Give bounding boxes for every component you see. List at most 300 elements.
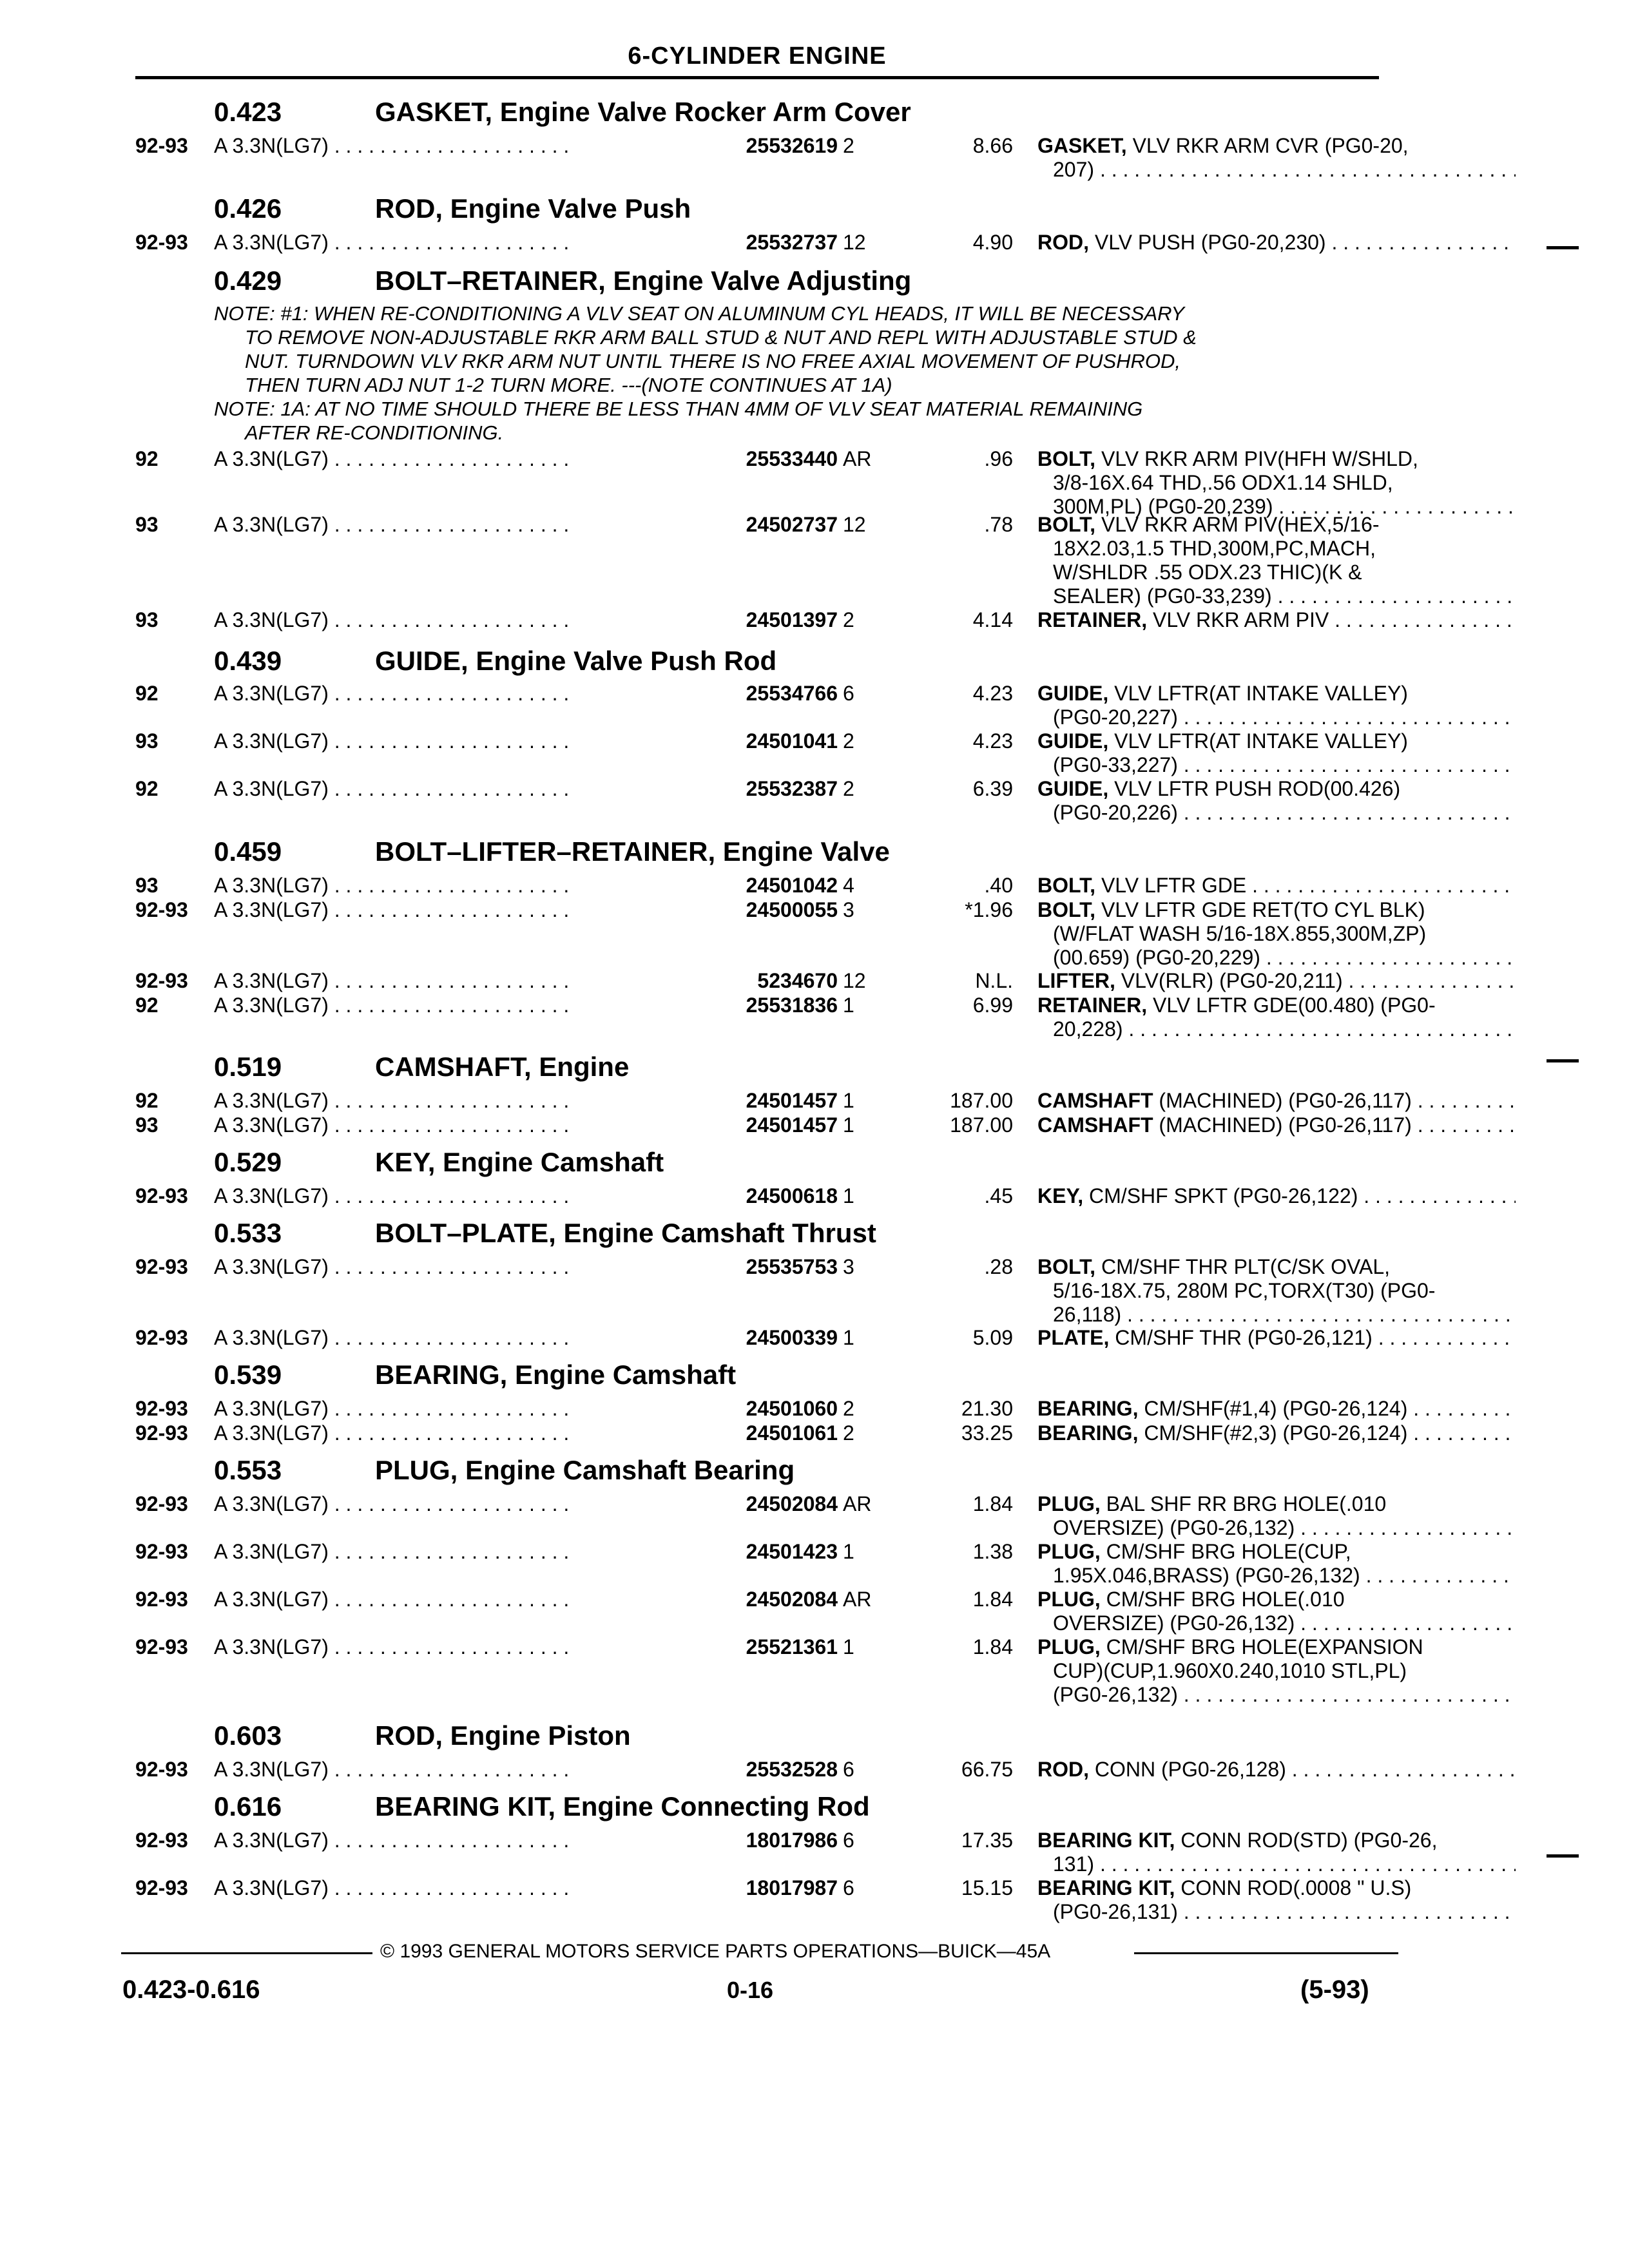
description-line <box>1037 1421 1516 1445</box>
description-text: (PG0-26,131) <box>1053 1900 1178 1923</box>
row-description <box>1037 777 1516 825</box>
row-quantity: 1 <box>843 1326 854 1349</box>
group-heading <box>214 1052 629 1082</box>
row-model: A 3.3N(LG7) . . . <box>214 1492 704 1516</box>
row-model: A 3.3N(LG7) . . . <box>214 1326 704 1350</box>
row-part-number: 25533440 <box>574 447 838 471</box>
description-text: (PG0-33,227) <box>1053 753 1178 776</box>
description-noun: BEARING, <box>1037 1421 1139 1445</box>
description-text: BAL SHF RR BRG HOLE(.010 <box>1100 1492 1387 1515</box>
row-price: 187.00 <box>950 1089 1013 1112</box>
row-year: 92-93 <box>135 1588 188 1611</box>
row-part-number: 24500618 <box>574 1184 838 1208</box>
description-text: CM/SHF BRG HOLE(.010 <box>1100 1588 1345 1611</box>
row-model: A 3.3N(LG7) . . . <box>214 1184 704 1208</box>
note-line: NUT. TURNDOWN VLV RKR ARM NUT UNTIL THERE IS NO FREE AXIAL MOVEMENT OF PUSHROD, <box>245 350 1181 372</box>
row-model: A 3.3N(LG7) . . . <box>214 134 704 158</box>
row-model: A 3.3N(LG7) . . . <box>214 874 704 898</box>
description-line <box>1037 513 1516 537</box>
group-code: 0.519 <box>214 1052 282 1082</box>
description-text: (PG0-26,132) <box>1053 1683 1178 1706</box>
row-part-number: 25532528 <box>574 1758 838 1782</box>
row-year: 92-93 <box>135 1540 188 1563</box>
group-code: 0.603 <box>214 1720 282 1751</box>
row-part-number: 25535753 <box>574 1255 838 1279</box>
footer-range: 0.423-0.616 <box>122 1975 260 2004</box>
row-quantity: 6 <box>843 1758 854 1781</box>
description-noun: GUIDE, <box>1037 729 1109 753</box>
group-name: BEARING, Engine Camshaft <box>375 1360 737 1390</box>
row-quantity: 1 <box>843 1184 854 1207</box>
row-price: .96 <box>984 447 1013 470</box>
description-line <box>1037 537 1516 561</box>
row-description <box>1037 729 1516 777</box>
description-text: 207) <box>1053 158 1095 181</box>
footer-rule-left <box>121 1952 372 1954</box>
description-line <box>1037 922 1516 946</box>
description-noun: BEARING, <box>1037 1397 1139 1420</box>
row-model: A 3.3N(LG7) . . . <box>214 682 704 706</box>
description-text: CM/SHF(#1,4) (PG0-26,124) <box>1138 1397 1408 1420</box>
row-year: 92-93 <box>135 969 188 992</box>
description-text: CONN ROD(STD) (PG0-26, <box>1175 1829 1438 1852</box>
row-year: 92 <box>135 777 159 800</box>
row-year: 93 <box>135 874 159 897</box>
row-model: A 3.3N(LG7) . . . <box>214 1876 704 1900</box>
row-price: 1.38 <box>972 1540 1013 1563</box>
description-noun: PLUG, <box>1037 1540 1101 1563</box>
group-name: BOLT–PLATE, Engine Camshaft Thrust <box>375 1218 876 1248</box>
row-description <box>1037 969 1516 993</box>
row-quantity: 1 <box>843 1089 854 1112</box>
group-heading <box>214 836 890 867</box>
description-line <box>1037 1255 1516 1279</box>
row-quantity: 3 <box>843 1255 854 1278</box>
group-code: 0.529 <box>214 1147 282 1177</box>
description-line <box>1037 969 1516 993</box>
row-quantity: 2 <box>843 1397 854 1420</box>
row-description <box>1037 1635 1516 1707</box>
description-line <box>1037 946 1516 970</box>
row-model: A 3.3N(LG7) . . . <box>214 1113 704 1137</box>
group-heading <box>214 646 776 677</box>
row-description <box>1037 1255 1516 1327</box>
row-price: 4.14 <box>972 608 1013 631</box>
row-year: 92 <box>135 682 159 705</box>
description-text: (PG0-20,226) <box>1053 801 1178 824</box>
row-year: 92-93 <box>135 1255 188 1278</box>
margin-mark <box>1547 246 1579 249</box>
row-model: A 3.3N(LG7) . . . <box>214 729 704 753</box>
margin-mark <box>1547 1854 1579 1858</box>
group-heading <box>214 1147 664 1178</box>
row-year: 92-93 <box>135 1635 188 1658</box>
footer-rule-right <box>1134 1952 1398 1954</box>
description-line <box>1037 1758 1516 1782</box>
row-price: .78 <box>984 513 1013 536</box>
row-model: A 3.3N(LG7) . . . <box>214 1635 704 1659</box>
description-line <box>1037 1303 1516 1327</box>
group-heading <box>214 1218 876 1249</box>
description-line <box>1037 1635 1516 1659</box>
description-noun: RETAINER, <box>1037 608 1148 631</box>
description-noun: BOLT, <box>1037 513 1096 536</box>
row-quantity: 12 <box>843 513 866 536</box>
row-quantity: 6 <box>843 1876 854 1899</box>
description-text: W/SHLDR .55 ODX.23 THIC)(K & <box>1053 561 1362 584</box>
description-line <box>1037 1900 1516 1924</box>
row-part-number: 24501041 <box>574 729 838 753</box>
group-code: 0.539 <box>214 1360 282 1390</box>
description-text: CM/SHF(#2,3) (PG0-26,124) <box>1138 1421 1408 1445</box>
description-line <box>1037 729 1516 753</box>
description-noun: GUIDE, <box>1037 777 1109 800</box>
row-price: .45 <box>984 1184 1013 1207</box>
description-text: VLV PUSH (PG0-20,230) <box>1089 231 1326 254</box>
description-noun: BEARING KIT, <box>1037 1876 1175 1899</box>
row-description <box>1037 134 1516 182</box>
description-noun: PLUG, <box>1037 1492 1101 1515</box>
row-quantity: 2 <box>843 608 854 631</box>
row-description <box>1037 898 1516 970</box>
description-line <box>1037 1876 1516 1900</box>
description-line <box>1037 1516 1516 1540</box>
row-model: A 3.3N(LG7) . . . <box>214 608 704 632</box>
description-text: (MACHINED) (PG0-26,117) <box>1153 1113 1412 1137</box>
group-heading <box>214 265 911 296</box>
description-line <box>1037 1829 1516 1852</box>
row-price: 21.30 <box>961 1397 1013 1420</box>
group-code: 0.439 <box>214 646 282 676</box>
row-quantity: 2 <box>843 777 854 800</box>
row-model: A 3.3N(LG7) . . . <box>214 1540 704 1564</box>
row-description <box>1037 1540 1516 1588</box>
row-model: A 3.3N(LG7) . . . <box>214 777 704 801</box>
row-year: 92 <box>135 447 159 470</box>
description-text: VLV RKR ARM PIV <box>1147 608 1329 631</box>
row-price: 1.84 <box>972 1492 1013 1515</box>
description-text: VLV LFTR GDE(00.480) (PG0- <box>1147 994 1436 1017</box>
description-text: 131) <box>1053 1852 1095 1876</box>
description-text: OVERSIZE) (PG0-26,132) <box>1053 1516 1295 1539</box>
description-text: CM/SHF BRG HOLE(CUP, <box>1100 1540 1351 1563</box>
row-price: *1.96 <box>965 898 1013 921</box>
description-line <box>1037 158 1516 182</box>
group-name: GASKET, Engine Valve Rocker Arm Cover <box>375 97 911 127</box>
description-line <box>1037 1683 1516 1707</box>
note-line: NOTE: 1A: AT NO TIME SHOULD THERE BE LESS THAN 4MM OF VLV SEAT MATERIAL REMAINING <box>214 398 1143 420</box>
description-line <box>1037 706 1516 729</box>
row-quantity: 3 <box>843 898 854 921</box>
row-part-number: 24502084 <box>574 1492 838 1516</box>
description-line <box>1037 1659 1516 1683</box>
description-noun: ROD, <box>1037 1758 1089 1781</box>
row-year: 92 <box>135 994 159 1017</box>
row-year: 92-93 <box>135 898 188 921</box>
row-model: A 3.3N(LG7) . . . <box>214 1255 704 1279</box>
row-quantity: 12 <box>843 969 866 992</box>
group-code: 0.423 <box>214 97 282 127</box>
group-name: ROD, Engine Valve Push <box>375 193 691 224</box>
note-line: NOTE: #1: WHEN RE-CONDITIONING A VLV SEAT ON ALUMINUM CYL HEADS, IT WILL BE NECESSARY <box>214 302 1185 325</box>
description-text: 18X2.03,1.5 THD,300M,PC,MACH, <box>1053 537 1376 560</box>
row-part-number: 25532737 <box>574 231 838 255</box>
row-year: 92-93 <box>135 1421 188 1445</box>
description-line <box>1037 1492 1516 1516</box>
description-text: 3/8-16X.64 THD,.56 ODX1.14 SHLD, <box>1053 471 1393 494</box>
description-line <box>1037 994 1516 1017</box>
description-line <box>1037 1852 1516 1876</box>
description-line <box>1037 1184 1516 1208</box>
note-line: AFTER RE-CONDITIONING. <box>245 421 504 444</box>
description-noun: ROD, <box>1037 231 1089 254</box>
description-text: CM/SHF THR (PG0-26,121) <box>1109 1326 1373 1349</box>
description-text: VLV LFTR GDE <box>1095 874 1247 897</box>
row-part-number: 18017986 <box>574 1829 838 1852</box>
row-model: A 3.3N(LG7) . . . <box>214 1089 704 1113</box>
row-description <box>1037 1588 1516 1635</box>
row-year: 92-93 <box>135 134 188 157</box>
row-description <box>1037 1397 1516 1421</box>
row-model: A 3.3N(LG7) . . . <box>214 898 704 922</box>
row-price: 33.25 <box>961 1421 1013 1445</box>
description-line <box>1037 898 1516 922</box>
row-year: 92-93 <box>135 1492 188 1515</box>
description-line <box>1037 682 1516 706</box>
row-part-number: 24502737 <box>574 513 838 537</box>
description-line <box>1037 1089 1516 1113</box>
row-price: 1.84 <box>972 1635 1013 1658</box>
description-noun: PLUG, <box>1037 1588 1101 1611</box>
row-year: 93 <box>135 729 159 753</box>
row-quantity: 1 <box>843 994 854 1017</box>
row-description <box>1037 1326 1516 1350</box>
description-line <box>1037 1397 1516 1421</box>
group-heading <box>214 1720 631 1751</box>
footer-date: (5-93) <box>1300 1975 1369 2004</box>
row-year: 92-93 <box>135 1876 188 1899</box>
description-line <box>1037 874 1516 898</box>
footer-copyright: © 1993 GENERAL MOTORS SERVICE PARTS OPERATIONS—BUICK—45A <box>380 1941 1051 1962</box>
row-part-number: 24501042 <box>574 874 838 898</box>
description-noun: CAMSHAFT <box>1037 1113 1153 1137</box>
note-block <box>214 302 1387 445</box>
row-part-number: 25531836 <box>574 994 838 1017</box>
group-name: KEY, Engine Camshaft <box>375 1147 664 1177</box>
row-quantity: 2 <box>843 134 854 157</box>
row-model: A 3.3N(LG7) . . . <box>214 1397 704 1421</box>
row-part-number: 24501457 <box>574 1113 838 1137</box>
description-noun: BEARING KIT, <box>1037 1829 1175 1852</box>
row-description <box>1037 994 1516 1041</box>
row-part-number: 24500339 <box>574 1326 838 1350</box>
group-name: BOLT–LIFTER–RETAINER, Engine Valve <box>375 836 890 867</box>
description-line <box>1037 801 1516 825</box>
description-line <box>1037 471 1516 495</box>
group-heading <box>214 97 911 128</box>
row-model: A 3.3N(LG7) . . . <box>214 447 704 471</box>
description-line <box>1037 231 1516 255</box>
row-price: 6.39 <box>972 777 1013 800</box>
group-name: GUIDE, Engine Valve Push Rod <box>375 646 777 676</box>
row-description <box>1037 1184 1516 1208</box>
row-year: 92-93 <box>135 1829 188 1852</box>
description-text: 26,118) <box>1053 1303 1122 1326</box>
description-text: (MACHINED) (PG0-26,117) <box>1153 1089 1412 1112</box>
description-noun: PLUG, <box>1037 1635 1101 1658</box>
description-noun: CAMSHAFT <box>1037 1089 1153 1112</box>
row-year: 93 <box>135 608 159 631</box>
row-model: A 3.3N(LG7) . . . <box>214 969 704 993</box>
group-code: 0.553 <box>214 1455 282 1485</box>
row-year: 92-93 <box>135 1397 188 1420</box>
description-text: VLV LFTR(AT INTAKE VALLEY) <box>1108 729 1408 753</box>
row-price: 4.90 <box>972 231 1013 254</box>
row-year: 92-93 <box>135 231 188 254</box>
description-text: VLV RKR ARM PIV(HEX,5/16- <box>1095 513 1380 536</box>
group-heading <box>214 1455 795 1486</box>
row-part-number: 25534766 <box>574 682 838 706</box>
description-text: VLV LFTR PUSH ROD(00.426) <box>1108 777 1401 800</box>
row-part-number: 5234670 <box>574 969 838 993</box>
row-quantity: 1 <box>843 1113 854 1137</box>
row-quantity: 12 <box>843 231 866 254</box>
description-line <box>1037 753 1516 777</box>
description-text: VLV RKR ARM PIV(HFH W/SHLD, <box>1095 447 1418 470</box>
row-year: 92-93 <box>135 1758 188 1781</box>
description-noun: GASKET, <box>1037 134 1127 157</box>
row-part-number: 25532619 <box>574 134 838 158</box>
row-price: 17.35 <box>961 1829 1013 1852</box>
row-description <box>1037 231 1516 255</box>
row-part-number: 18017987 <box>574 1876 838 1900</box>
row-quantity: 4 <box>843 874 854 897</box>
row-year: 92 <box>135 1089 159 1112</box>
row-quantity: 6 <box>843 1829 854 1852</box>
group-name: CAMSHAFT, Engine <box>375 1052 630 1082</box>
row-part-number: 24501457 <box>574 1089 838 1113</box>
row-model: A 3.3N(LG7) . . . <box>214 1829 704 1852</box>
row-price: 6.99 <box>972 994 1013 1017</box>
group-heading <box>214 193 691 224</box>
description-text: CM/SHF BRG HOLE(EXPANSION <box>1100 1635 1423 1658</box>
row-year: 92-93 <box>135 1184 188 1207</box>
row-price: 187.00 <box>950 1113 1013 1137</box>
description-line <box>1037 584 1516 608</box>
description-line <box>1037 134 1516 158</box>
description-text: (00.659) (PG0-20,229) <box>1053 946 1260 969</box>
description-text: CM/SHF THR PLT(C/SK OVAL, <box>1095 1255 1391 1278</box>
group-code: 0.426 <box>214 193 282 224</box>
row-year: 93 <box>135 513 159 536</box>
row-description <box>1037 1829 1516 1876</box>
group-code: 0.616 <box>214 1791 282 1821</box>
row-quantity: 1 <box>843 1635 854 1658</box>
description-noun: BOLT, <box>1037 1255 1096 1278</box>
group-code: 0.533 <box>214 1218 282 1248</box>
description-text: SEALER) (PG0-33,239) <box>1053 584 1272 608</box>
row-quantity: AR <box>843 1492 872 1515</box>
group-code: 0.429 <box>214 265 282 296</box>
group-name: BOLT–RETAINER, Engine Valve Adjusting <box>375 265 912 296</box>
description-text: VLV LFTR GDE RET(TO CYL BLK) <box>1095 898 1425 921</box>
row-price: 5.09 <box>972 1326 1013 1349</box>
description-text: VLV RKR ARM CVR (PG0-20, <box>1126 134 1409 157</box>
description-noun: BOLT, <box>1037 874 1096 897</box>
description-text: 300M,PL) (PG0-20,239) <box>1053 495 1273 518</box>
row-part-number: 24501397 <box>574 608 838 632</box>
row-price: .40 <box>984 874 1013 897</box>
description-line <box>1037 1017 1516 1041</box>
row-quantity: 2 <box>843 1421 854 1445</box>
description-text: CUP)(CUP,1.960X0.240,1010 STL,PL) <box>1053 1659 1407 1682</box>
description-noun: RETAINER, <box>1037 994 1148 1017</box>
description-text: CONN (PG0-26,128) <box>1089 1758 1286 1781</box>
description-line <box>1037 1540 1516 1564</box>
row-part-number: 25532387 <box>574 777 838 801</box>
row-part-number: 24501060 <box>574 1397 838 1421</box>
header-rule <box>135 76 1379 79</box>
description-line <box>1037 1611 1516 1635</box>
row-model: A 3.3N(LG7) . . . <box>214 994 704 1017</box>
margin-mark <box>1547 1059 1579 1062</box>
group-heading <box>214 1791 870 1822</box>
description-noun: BOLT, <box>1037 898 1096 921</box>
row-model: A 3.3N(LG7) . . . <box>214 1421 704 1445</box>
page-title: 6-CYLINDER ENGINE <box>628 43 887 70</box>
group-name: PLUG, Engine Camshaft Bearing <box>375 1455 795 1485</box>
row-quantity: AR <box>843 447 872 470</box>
row-price: 4.23 <box>972 682 1013 705</box>
row-year: 93 <box>135 1113 159 1137</box>
row-part-number: 24501423 <box>574 1540 838 1564</box>
description-text: CM/SHF SPKT (PG0-26,122) <box>1083 1184 1358 1207</box>
description-text: VLV(RLR) (PG0-20,211) <box>1115 969 1343 992</box>
description-noun: PLATE, <box>1037 1326 1110 1349</box>
description-line <box>1037 1326 1516 1350</box>
description-line <box>1037 1279 1516 1303</box>
note-line: THEN TURN ADJ NUT 1-2 TURN MORE. ---(NOTE CONTINUES AT 1A) <box>245 374 892 396</box>
row-description <box>1037 1758 1516 1782</box>
row-quantity: AR <box>843 1588 872 1611</box>
group-name: ROD, Engine Piston <box>375 1720 631 1751</box>
row-model: A 3.3N(LG7) . . . <box>214 513 704 537</box>
row-description <box>1037 874 1516 898</box>
description-text: CONN ROD(.0008 " U.S) <box>1175 1876 1412 1899</box>
description-line <box>1037 561 1516 584</box>
description-noun: BOLT, <box>1037 447 1096 470</box>
row-model: A 3.3N(LG7) . . . <box>214 1588 704 1611</box>
group-name: BEARING KIT, Engine Connecting Rod <box>375 1791 870 1821</box>
row-price: 1.84 <box>972 1588 1013 1611</box>
row-year: 92-93 <box>135 1326 188 1349</box>
row-price: .28 <box>984 1255 1013 1278</box>
row-price: 66.75 <box>961 1758 1013 1781</box>
row-price: 8.66 <box>972 134 1013 157</box>
row-description <box>1037 1876 1516 1924</box>
group-code: 0.459 <box>214 836 282 867</box>
row-price: 4.23 <box>972 729 1013 753</box>
row-description <box>1037 1089 1516 1113</box>
row-part-number: 24500055 <box>574 898 838 922</box>
description-line <box>1037 608 1516 632</box>
note-line: TO REMOVE NON-ADJUSTABLE RKR ARM BALL STUD & NUT AND REPL WITH ADJUSTABLE STUD & <box>245 326 1197 349</box>
row-part-number: 24501061 <box>574 1421 838 1445</box>
row-price: N.L. <box>975 969 1013 992</box>
row-quantity: 1 <box>843 1540 854 1563</box>
description-line <box>1037 1113 1516 1137</box>
description-noun: GUIDE, <box>1037 682 1109 705</box>
